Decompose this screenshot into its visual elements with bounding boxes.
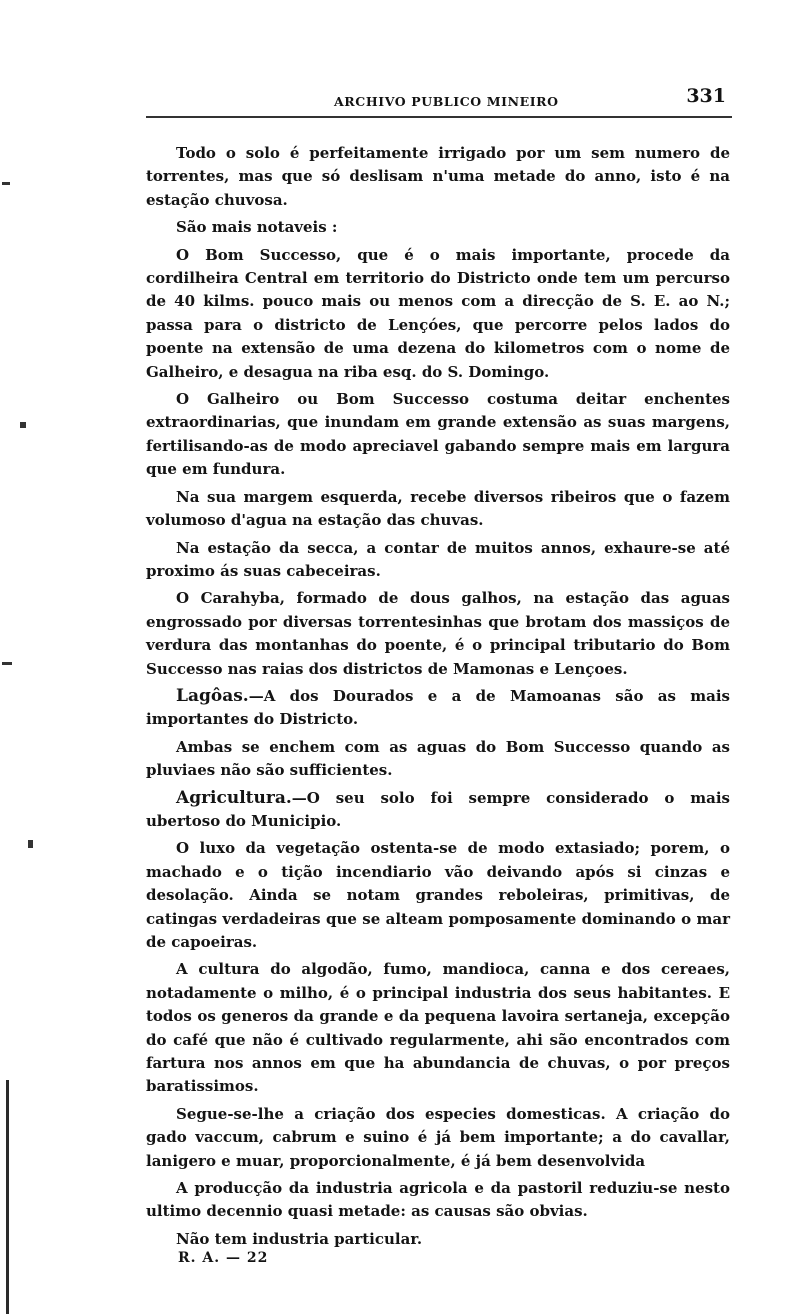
paragraph-text: Na sua margem esquerda, recebe diversos ribeiros que o fazem volumoso d'agua na estação das chuvas. [146, 487, 730, 530]
paragraph-text: A producção da industria agricola e da pastoril reduziu-se nesto ultimo decennio quasi metade: as causas são obvias. [146, 1179, 730, 1221]
paragraph [146, 736, 730, 783]
paragraph-text: O Galheiro ou Bom Successo costuma deitar enchentes extraordinarias, que inundam em grande extensão as suas margens, fertilisando-as de modo apreciavel gabando sempre mais em largura que em fundura. [146, 390, 730, 479]
scan-mark [2, 182, 10, 185]
section-heading-lagoas: Lagôas. [176, 685, 249, 706]
paragraph [146, 1103, 730, 1173]
running-title: ARCHIVO PUBLICO MINEIRO [334, 94, 559, 109]
scan-mark [20, 422, 26, 428]
header-rule [146, 116, 732, 118]
paragraph-text: Todo o solo é perfeitamente irrigado por um sem numero de torrentes, mas que só deslisam n'uma metade do anno, isto é na estação chuvosa. [146, 144, 730, 209]
paragraph [146, 1228, 730, 1251]
paragraph-text: Ambas se enchem com as aguas do Bom Successo quando as pluviaes não são sufficientes. [146, 737, 730, 780]
paragraph [146, 537, 730, 584]
paragraph [146, 388, 730, 482]
body-text [146, 142, 730, 1251]
paragraph [146, 486, 730, 533]
scan-edge-line [6, 1080, 9, 1314]
paragraph [146, 1177, 730, 1224]
paragraph [146, 587, 730, 681]
signature-mark: R. A. — 22 [178, 1250, 269, 1266]
paragraph-text: O Bom Successo, que é o mais importante, procede da cordilheira Central em territorio do Districto onde tem um percurso de 40 kilms. pouco mais ou menos com a direcção de S. E. ao N.; passa para o districto de Lençóes, que percorre pelos lados do poente na extensão de uma dezena do kilometros com o nome de Galheiro, e desagua na riba esq. do S. Domingo. [146, 245, 730, 381]
paragraph [146, 216, 730, 239]
scan-mark [28, 840, 33, 848]
paragraph [146, 787, 730, 834]
scan-mark [2, 662, 12, 665]
paragraph-text: —O seu solo foi sempre considerado o mais ubertoso do Municipio. [146, 788, 730, 830]
page-header [148, 84, 732, 114]
page-number: 331 [686, 85, 726, 107]
section-heading-agricultura: Agricultura. [176, 787, 292, 808]
paragraph-text: —A dos Dourados e a de Mamoanas são as mais importantes do Districto. [146, 686, 730, 729]
paragraph [146, 685, 730, 732]
paragraph-text: O luxo da vegetação ostenta-se de modo extasiado; porem, o machado e o tição incendiario vão deivando após si cinzas e desolação. Ainda se notam grandes reboleiras, primitivas, de catingas verdadeiras que se alteam pomposamente dominando o mar de capoeiras. [146, 839, 730, 951]
paragraph-text: Não tem industria particular. [176, 1229, 423, 1248]
paragraph-text: Segue-se-lhe a criação dos especies domesticas. A criação do gado vaccum, cabrum e suino é já bem importante; a do cavallar, lanigero e muar, proporcionalmente, é já bem desenvolvida [146, 1104, 730, 1170]
paragraph-text: A cultura do algodão, fumo, mandioca, canna e dos cereaes, notadamente o milho, é o principal industria dos seus habitantes. E todos os generos da grande e da pequena lavoira sertaneja, excepção do café que não é cultivado regularmente, ahi são encontrados com fartura nos annos em que ha abundancia de chuvas, o por preços baratissimos. [146, 960, 730, 1096]
paragraph-text: Na estação da secca, a contar de muitos annos, exhaure-se até proximo ás suas cabeceiras. [146, 538, 730, 580]
paragraph [146, 244, 730, 384]
paragraph [146, 837, 730, 954]
paragraph [146, 958, 730, 1098]
paragraph-text: São mais notaveis : [176, 218, 338, 237]
paragraph [146, 142, 730, 212]
paragraph-text: O Carahyba, formado de dous galhos, na estação das aguas engrossado por diversas torrentesinhas que brotam dos massiços de verdura das montanhas do poente, é o principal tributario do Bom Successo nas raias dos districtos de Mamonas e Lençoes. [146, 589, 730, 678]
